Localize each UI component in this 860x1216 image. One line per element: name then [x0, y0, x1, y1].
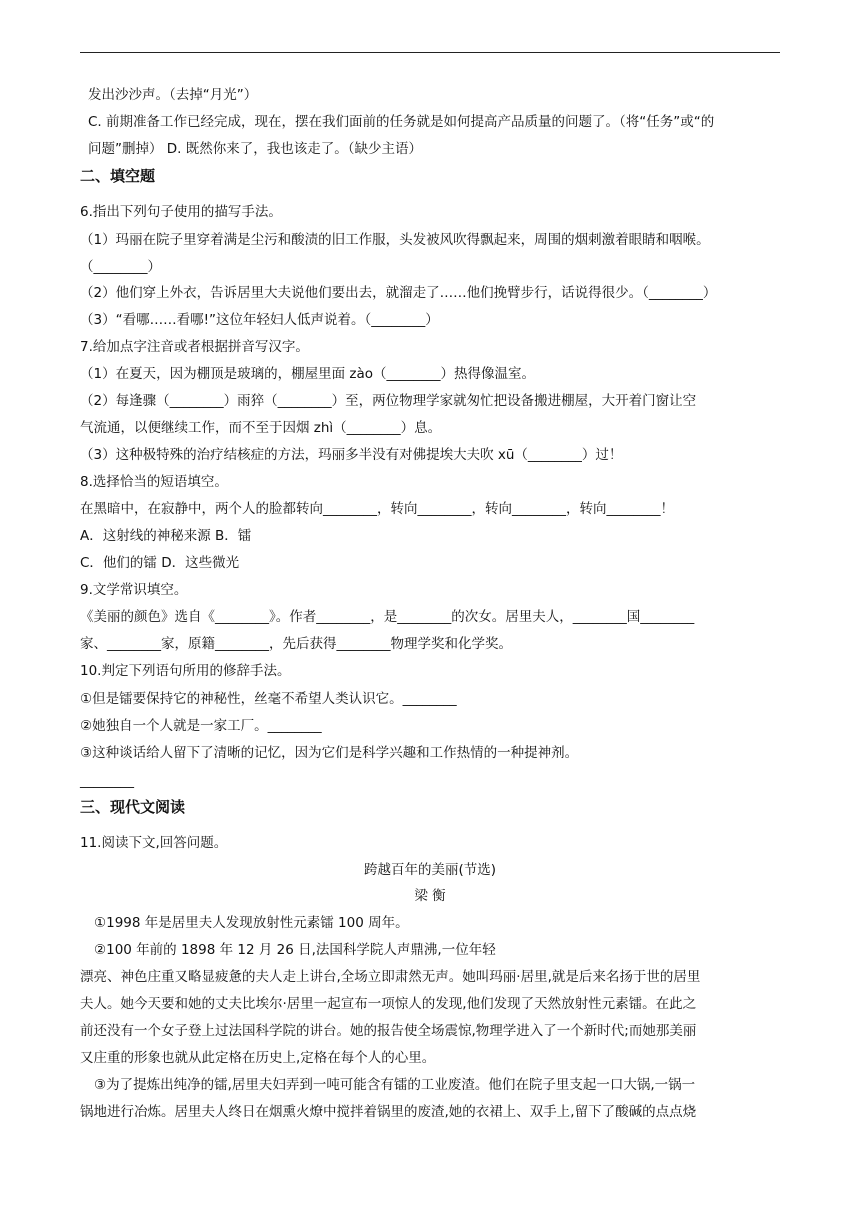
paragraph-line: 夫人。她今天要和她的丈夫比埃尔·居里一起宣布一项惊人的发现,他们发现了天然放射性元素镭。在此之 [80, 996, 697, 1012]
text-line: 在黑暗中，在寂静中，两个人的脸都转向________，转向________，转向________，转向________！ [80, 501, 674, 517]
text-line: （3）这种极特殊的治疗结核症的方法，玛丽多半没有对佛提埃大夫吹 xū（________）过！ [80, 447, 623, 463]
text-line: 《美丽的颜色》选自《________》。作者________，是________的次女。居里夫人，________国________ [80, 609, 695, 625]
option-line: C．他们的镭 D．这些微光 [80, 555, 240, 571]
text-line: 发出沙沙声。（去掉“月光”） [88, 87, 258, 103]
text-line: （3）“看哪……看哪!”这位年轻妇人低声说着。（________） [80, 312, 439, 328]
question-title: 7.给加点字注音或者根据拼音写汉字。 [80, 339, 309, 355]
text-line: 问题”删掉） D. 既然你来了，我也该走了。（缺少主语） [88, 141, 423, 157]
question-title: 6.指出下列句子使用的描写手法。 [80, 204, 282, 220]
question-title: 9.文学常识填空。 [80, 582, 188, 598]
article-author: 梁 衡 [414, 888, 446, 904]
text-line: C. 前期准备工作已经完成，现在，摆在我们面前的任务就是如何提高产品质量的问题了。（将“任务”或“的 [88, 114, 715, 130]
paragraph-line: ①1998 年是居里夫人发现放射性元素镭 100 周年。 [94, 915, 409, 931]
text-line: ①但是镭要保持它的神秘性，丝毫不希望人类认识它。________ [80, 691, 457, 707]
article-title: 跨越百年的美丽(节选) [363, 862, 497, 878]
section-heading: 三、现代文阅读 [80, 798, 186, 816]
text-line: （2）每逢骤（________）雨猝（________）至，两位物理学家就匆忙把设备搬进棚屋，大开着门窗让空 [80, 393, 697, 409]
text-line: （1）玛丽在院子里穿着满是尘污和酸渍的旧工作服，头发被风吹得飘起来，周围的烟刺激着眼睛和咽喉。 [80, 232, 710, 248]
section-heading: 二、填空题 [80, 167, 156, 185]
paragraph-line: 又庄重的形象也就从此定格在历史上,定格在每个人的心里。 [80, 1050, 436, 1066]
question-title: 11.阅读下文,回答问题。 [80, 835, 228, 851]
answer-blank: ________ [80, 773, 134, 789]
text-line: （1）在夏天，因为棚顶是玻璃的，棚屋里面 zào（________）热得像温室。 [80, 366, 535, 382]
header-rule [80, 52, 780, 53]
text-line: 家、________家，原籍________，先后获得________物理学奖和化学奖。 [80, 636, 512, 652]
option-line: A．这射线的神秘来源 B．镭 [80, 528, 252, 544]
text-line: 气流通，以便继续工作，而不至于因烟 zhì（________）息。 [80, 420, 442, 436]
paragraph-line: 前还没有一个女子登上过法国科学院的讲台。她的报告使全场震惊,物理学进入了一个新时代;而她那美丽 [80, 1023, 697, 1039]
question-title: 10.判定下列语句所用的修辞手法。 [80, 663, 291, 679]
question-title: 8.选择恰当的短语填空。 [80, 474, 228, 490]
text-line: （2）他们穿上外衣，告诉居里大夫说他们要出去，就溜走了……他们挽臂步行，话说得很少。（________） [80, 285, 717, 301]
text-line: ②她独自一个人就是一家工厂。________ [80, 718, 322, 734]
paragraph-line: ②100 年前的 1898 年 12 月 26 日,法国科学院人声鼎沸,一位年轻 [94, 942, 496, 958]
paragraph-line: 漂亮、神色庄重又略显疲惫的夫人走上讲台,全场立即肃然无声。她叫玛丽·居里,就是后来名扬于世的居里 [80, 969, 701, 985]
paragraph-line: 锅地进行冶炼。居里夫人终日在烟熏火燎中搅拌着锅里的废渣,她的衣裙上、双手上,留下了酸碱的点点烧 [80, 1104, 697, 1120]
text-line: ③这种谈话给人留下了清晰的记忆，因为它们是科学兴趣和工作热情的一种提神剂。 [80, 745, 579, 761]
paragraph-line: ③为了提炼出纯净的镭,居里夫妇弄到一吨可能含有镭的工业废渣。他们在院子里支起一口大锅,一锅一 [94, 1077, 696, 1093]
text-line: （________） [80, 259, 161, 275]
